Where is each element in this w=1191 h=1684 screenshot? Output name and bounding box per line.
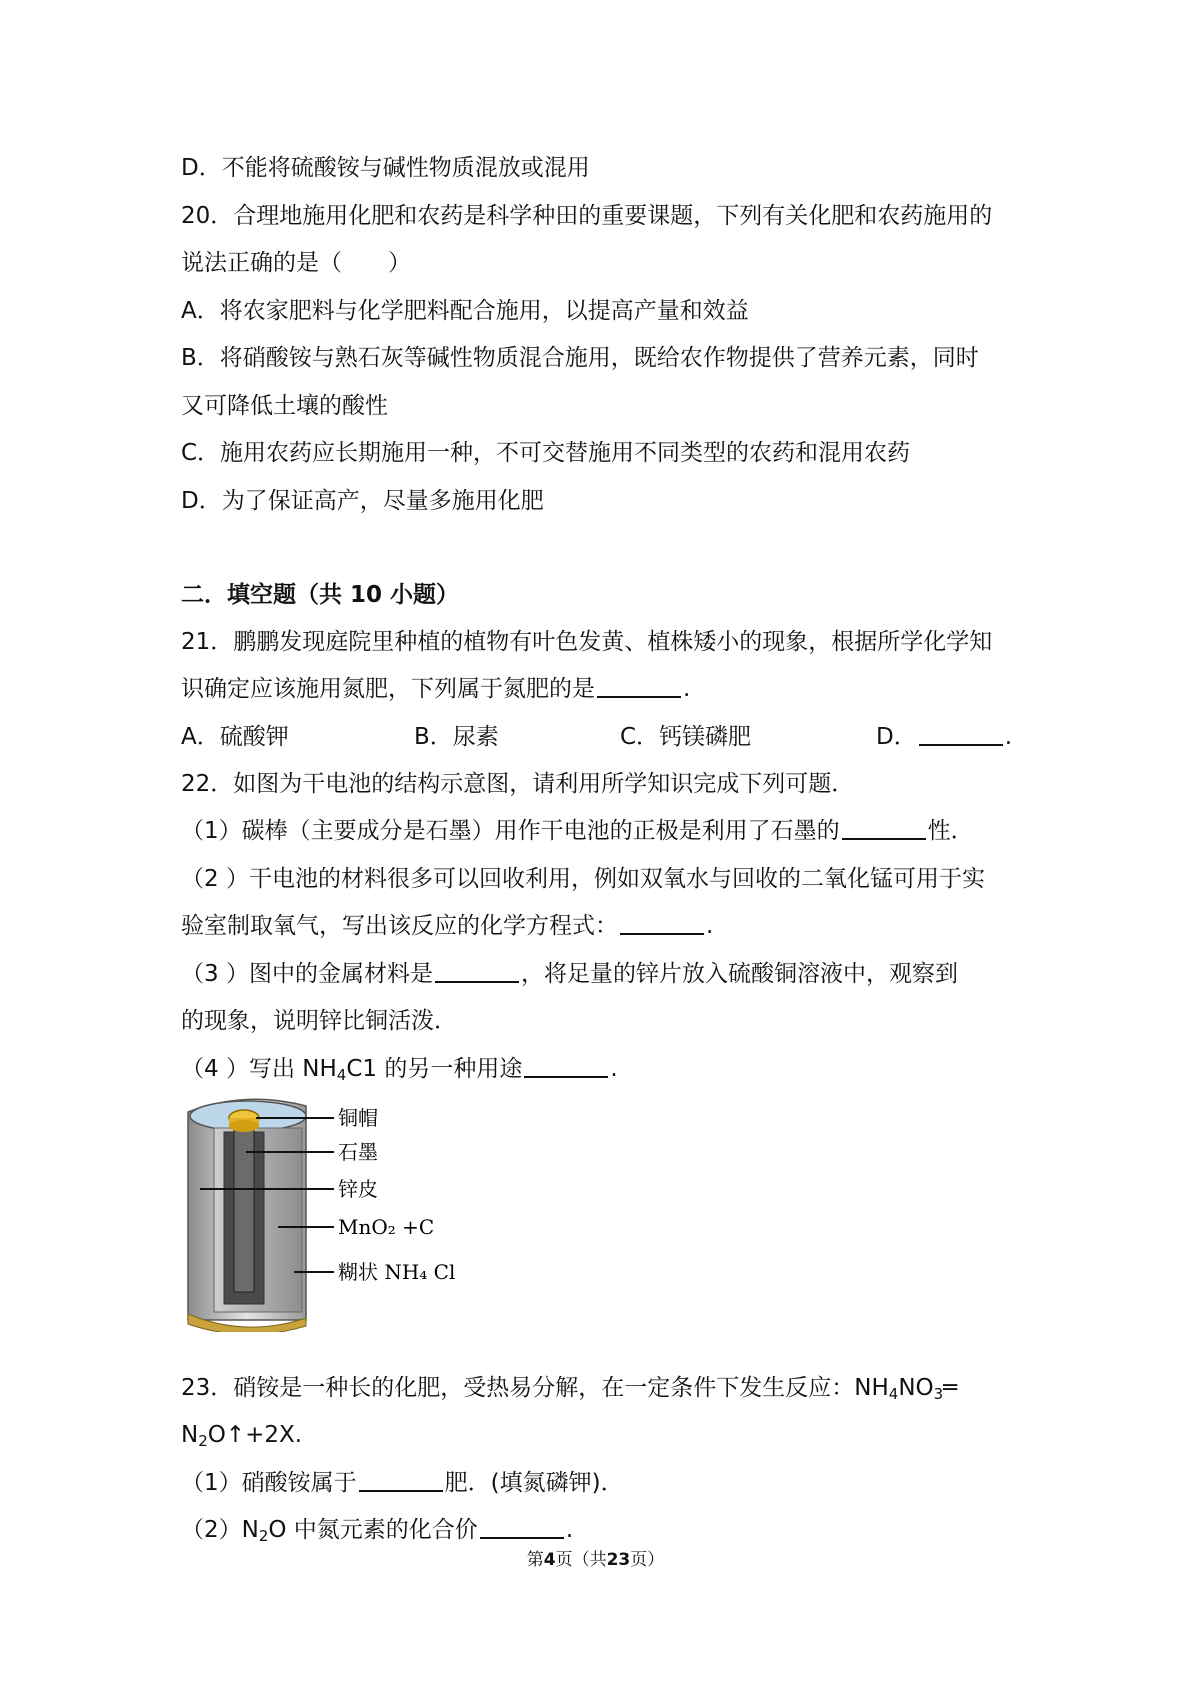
q22-part3-line1 [181,959,958,989]
answer-blank [597,674,681,698]
answer-blank [919,722,1003,746]
footer-suffix: 页） [630,1550,665,1570]
q19-option-d: D．不能将硫酸铵与碱性物质混放或混用 [181,155,590,181]
label-zinc-skin: 锌皮 [338,1177,378,1201]
q22-part3-line2: 的现象，说明锌比铜活泼． [181,1008,457,1034]
q21-stem-line1: 21．鹏鹏发现庭院里种植的植物有叶色发黄、植株矮小的现象，根据所学化学知 [181,629,993,655]
label-copper-cap: 铜帽 [338,1106,378,1130]
q21-option-b: B．尿素 [414,724,499,750]
q21-option-a: A．硫酸钾 [181,724,289,750]
footer-total-pages: 23 [606,1550,631,1570]
q22-part1-tail: 性． [927,818,974,844]
label-nh4cl-paste: 糊状 NH₄ Cl [338,1260,456,1284]
q23-stem-line1 [181,1373,957,1403]
footer-page-number: 4 [543,1550,556,1570]
q20-option-b-line1: B．将硝酸铵与熟石灰等碱性物质混合施用，既给农作物提供了营养元素，同时 [181,345,979,371]
q20-stem-line1: 20．合理地施用化肥和农药是科学种田的重要课题，下列有关化肥和农药施用的 [181,203,993,229]
subscript: 2 [258,1527,269,1545]
q20-option-d: D．为了保证高产，尽量多施用化肥 [181,488,544,514]
q22-part3-text: （3 ）图中的金属材料是 [181,961,433,987]
answer-blank [620,911,704,935]
q20-stem-line2: 说法正确的是（ ） [181,250,411,276]
q23-part2-text-b: O 中氮元素的化合价 [268,1517,478,1543]
page-footer [0,1545,1191,1570]
q23-eq-n: N [181,1422,199,1448]
q21-option-c: C．钙镁磷肥 [620,724,752,750]
q23-part1-tail: 肥．(填氮磷钾)． [444,1470,624,1496]
q20-option-c: C．施用农药应长期施用一种，不可交替施用不同类型的农药和混用农药 [181,440,911,466]
q22-part4-text-a: （4 ）写出 NH [181,1056,337,1082]
q21-stem-text: 识确定应该施用氮肥，下列属于氮肥的是 [181,676,595,702]
q22-part4-text-b: C1 的另一种用途 [346,1056,523,1082]
answer-blank [359,1468,443,1492]
q23-part1 [181,1468,624,1498]
q22-part4: （4 ）写出 $NH_4C1$ 的另一种用途 . [181,1056,618,1084]
dry-battery-diagram [186,1092,476,1332]
graphite-rod [234,1130,254,1292]
subscript: 3 [933,1385,944,1403]
answer-blank [842,816,926,840]
q23-part1-text: （1）硝酸铵属于 [181,1470,357,1496]
label-mno2-c: MnO₂ +C [338,1215,435,1239]
q20-option-b-line2: 又可降低土壤的酸性 [181,393,388,419]
answer-blank [435,959,519,983]
q20-option-a: A．将农家肥料与化学肥料配合施用，以提高产量和效益 [181,298,749,324]
q22-part1 [181,816,974,846]
q23-eq-tail: O↑+2X. [207,1422,303,1448]
q23-stem-line2 [181,1420,302,1450]
copper-cap-bottom [229,1120,259,1132]
q23-part2: $(2)N_2O$ 中氮元素的化合价 . [181,1517,574,1545]
q22-part1-text: （1）碳棒（主要成分是石墨）用作干电池的正极是利用了石墨的 [181,818,840,844]
q22-part2-text: 验室制取氧气，写出该反应的化学方程式： [181,913,618,939]
q21-stem-line2: 识确定应该施用氮肥，下列属于氮肥的是 . [181,676,691,702]
q21-option-d: D． . [876,724,1013,750]
label-graphite: 石墨 [338,1140,378,1164]
q22-part2-line1: （2 ）干电池的材料很多可以回收利用，例如双氧水与回收的二氧化锰可用于实 [181,866,985,892]
subscript: 4 [888,1385,899,1403]
section-heading: 二．填空题（共 10 小题） [181,582,460,608]
footer-mid: 页（共 [555,1550,607,1570]
subscript: 4 [336,1066,347,1084]
q22-part3-tail: ，将足量的锌片放入硫酸铜溶液中，观察到 [520,961,958,987]
subscript: 2 [198,1432,208,1450]
footer-prefix: 第 [526,1550,544,1570]
answer-blank [480,1515,564,1539]
q23-stem-no: NO [898,1375,934,1401]
answer-blank [524,1054,608,1078]
q21-option-d-label: D． [876,724,917,750]
q22-stem: 22．如图为干电池的结构示意图，请利用所学知识完成下列可题． [181,771,855,797]
q22-part2-line2: 验室制取氧气，写出该反应的化学方程式： . [181,913,714,939]
q23-stem-eq: ═ [943,1375,958,1401]
q23-stem-text: 23．硝铵是一种长的化肥，受热易分解，在一定条件下发生反应：NH [181,1375,889,1401]
q23-part2-text-a: （2）N [181,1517,259,1543]
